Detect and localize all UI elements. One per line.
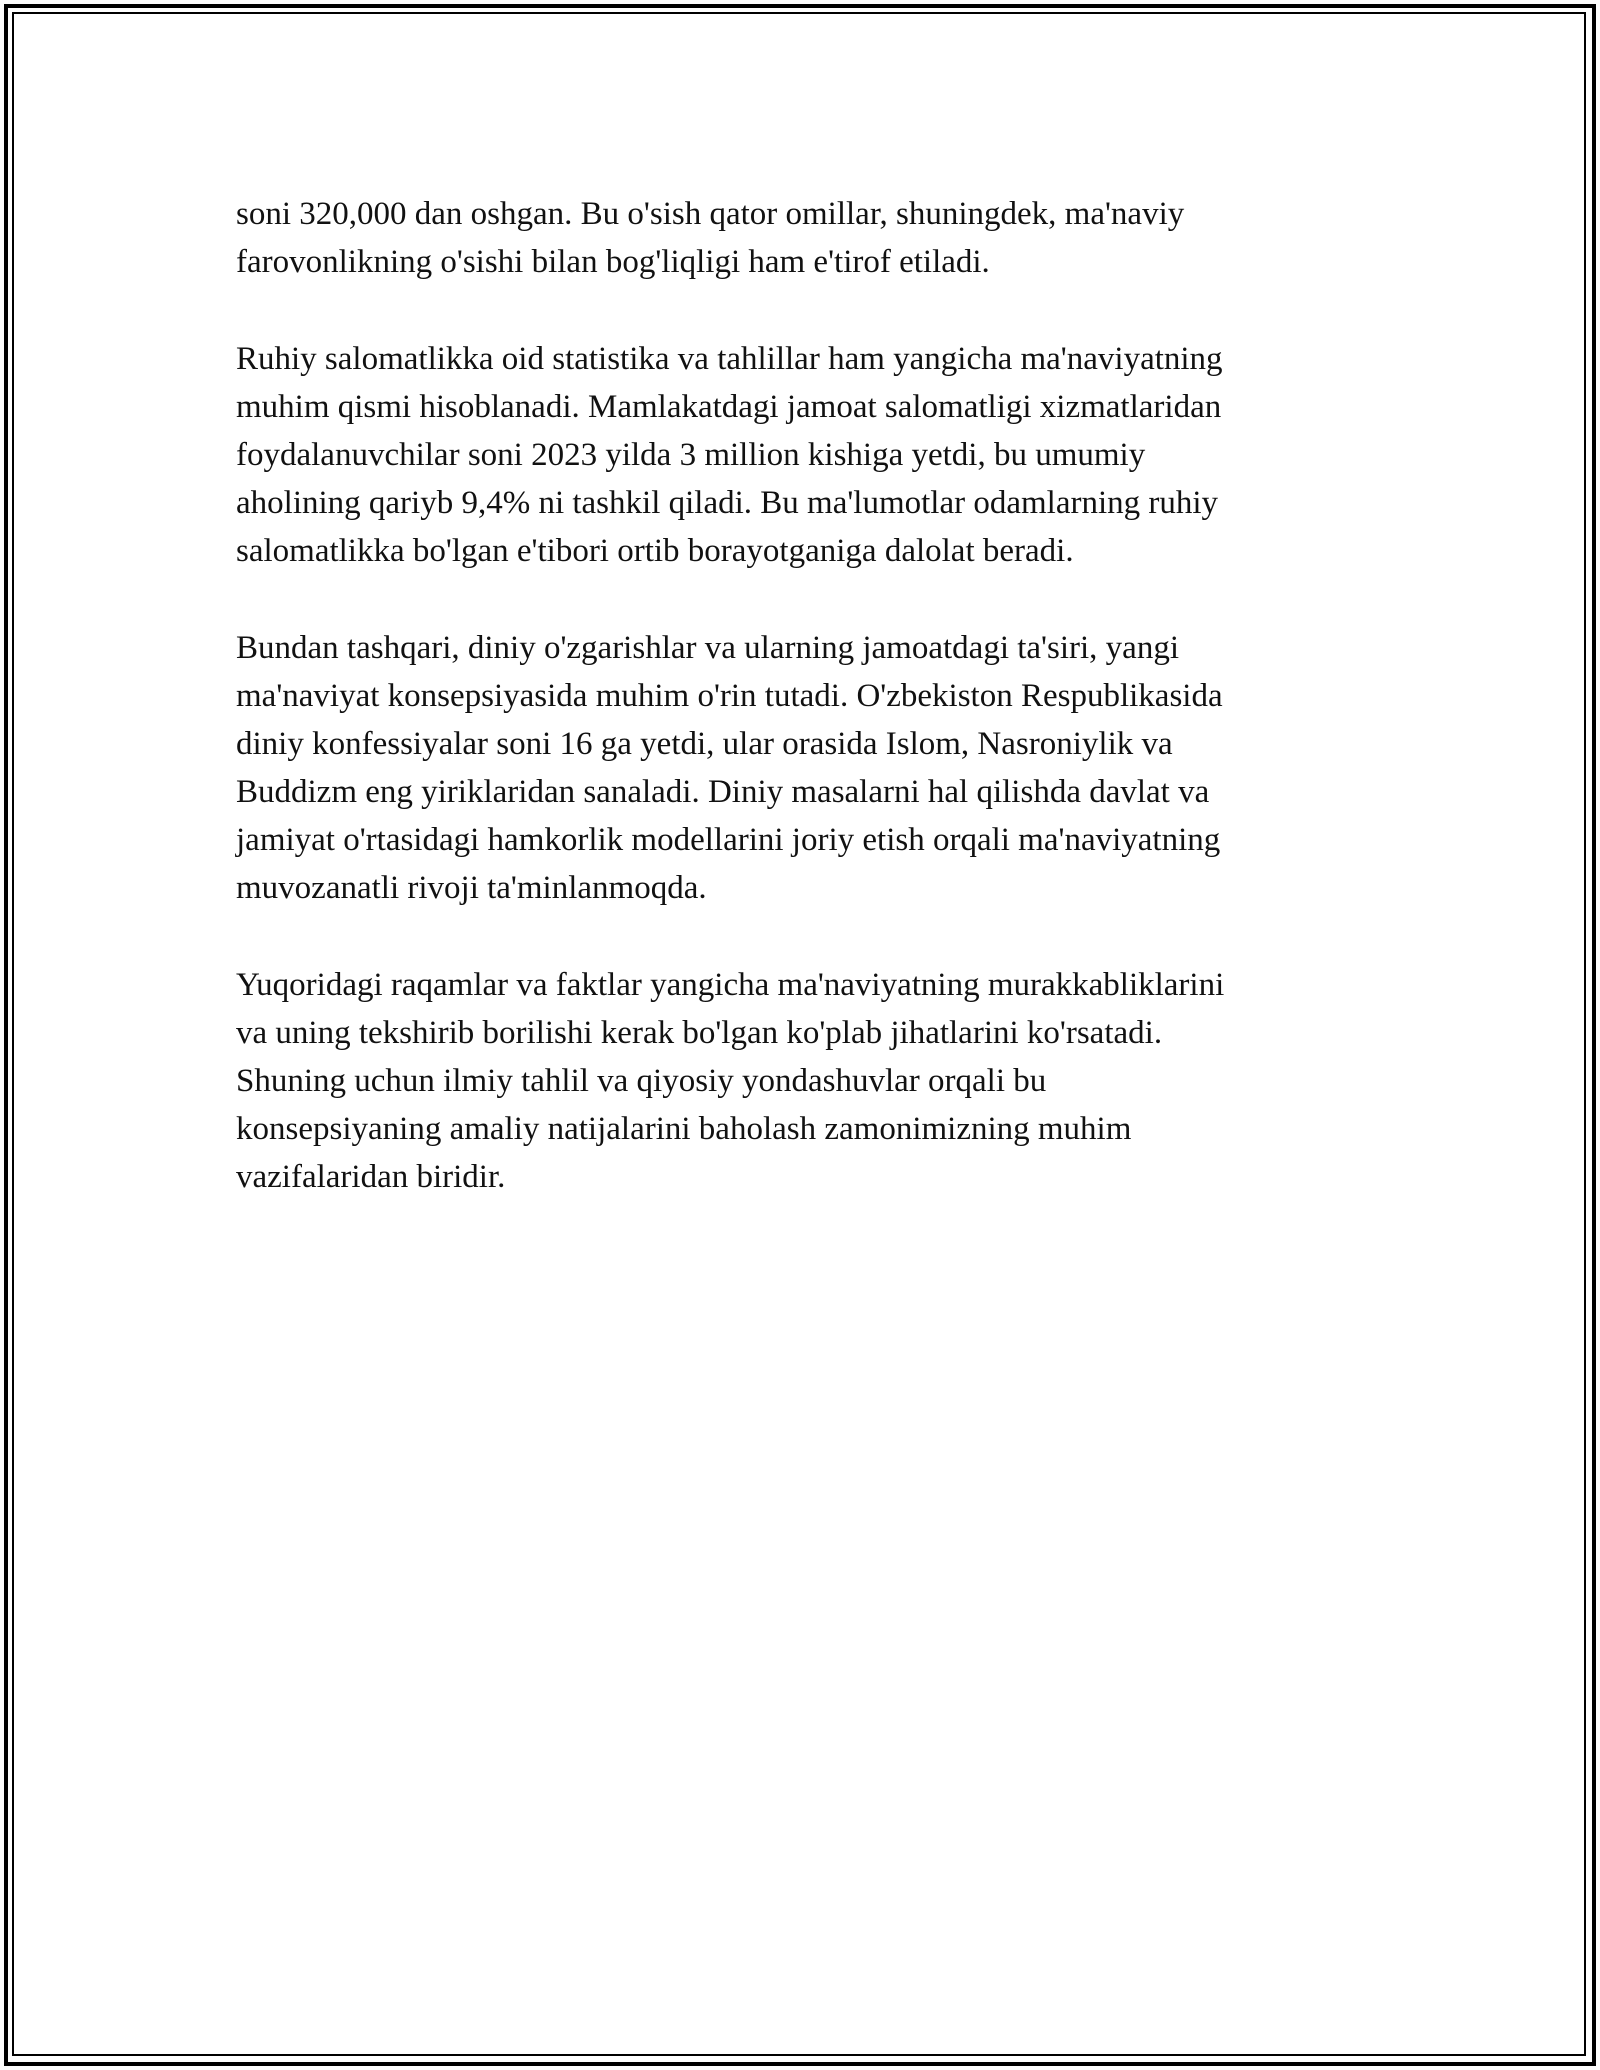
document-body — [236, 190, 1376, 1250]
text-line: soni 320,000 dan oshgan. Bu o'sish qator omillar, shuningdek, ma'naviy — [236, 196, 1185, 232]
text-line: foydalanuvchilar soni 2023 yilda 3 million kishiga yetdi, bu umumiy — [236, 437, 1146, 473]
text-line: Shuning uchun ilmiy tahlil va qiyosiy yondashuvlar orqali bu — [236, 1063, 1047, 1099]
text-line: salomatlikka bo'lgan e'tibori ortib borayotganiga dalolat beradi. — [236, 533, 1074, 569]
text-line: muhim qismi hisoblanadi. Mamlakatdagi jamoat salomatligi xizmatlaridan — [236, 389, 1222, 425]
text-line: diniy konfessiyalar soni 16 ga yetdi, ular orasida Islom, Nasroniylik va — [236, 726, 1173, 762]
text-line: vazifalaridan biridir. — [236, 1159, 506, 1195]
paragraph-4 — [236, 961, 1376, 1201]
text-line: aholining qariyb 9,4% ni tashkil qiladi. Bu ma'lumotlar odamlarning ruhiy — [236, 485, 1219, 521]
paragraph-3 — [236, 624, 1376, 912]
paragraph-2 — [236, 335, 1376, 575]
text-line: konsepsiyaning amaliy natijalarini baholash zamonimizning muhim — [236, 1111, 1132, 1147]
text-line: Bundan tashqari, diniy o'zgarishlar va ularning jamoatdagi ta'siri, yangi — [236, 630, 1179, 666]
paragraph-1 — [236, 190, 1376, 286]
text-line: Ruhiy salomatlikka oid statistika va tahlillar ham yangicha ma'naviyatning — [236, 341, 1223, 377]
text-line: ma'naviyat konsepsiyasida muhim o'rin tutadi. O'zbekiston Respublikasida — [236, 678, 1223, 714]
text-line: Buddizm eng yiriklaridan sanaladi. Diniy masalarni hal qilishda davlat va — [236, 774, 1210, 810]
text-line: jamiyat o'rtasidagi hamkorlik modellarini joriy etish orqali ma'naviyatning — [236, 822, 1221, 858]
text-line: Yuqoridagi raqamlar va faktlar yangicha ma'naviyatning murakkabliklarini — [236, 967, 1225, 1003]
text-line: farovonlikning o'sishi bilan bog'liqligi ham e'tirof etiladi. — [236, 244, 990, 280]
text-line: va uning tekshirib borilishi kerak bo'lgan ko'plab jihatlarini ko'rsatadi. — [236, 1015, 1163, 1051]
text-line: muvozanatli rivoji ta'minlanmoqda. — [236, 870, 707, 906]
